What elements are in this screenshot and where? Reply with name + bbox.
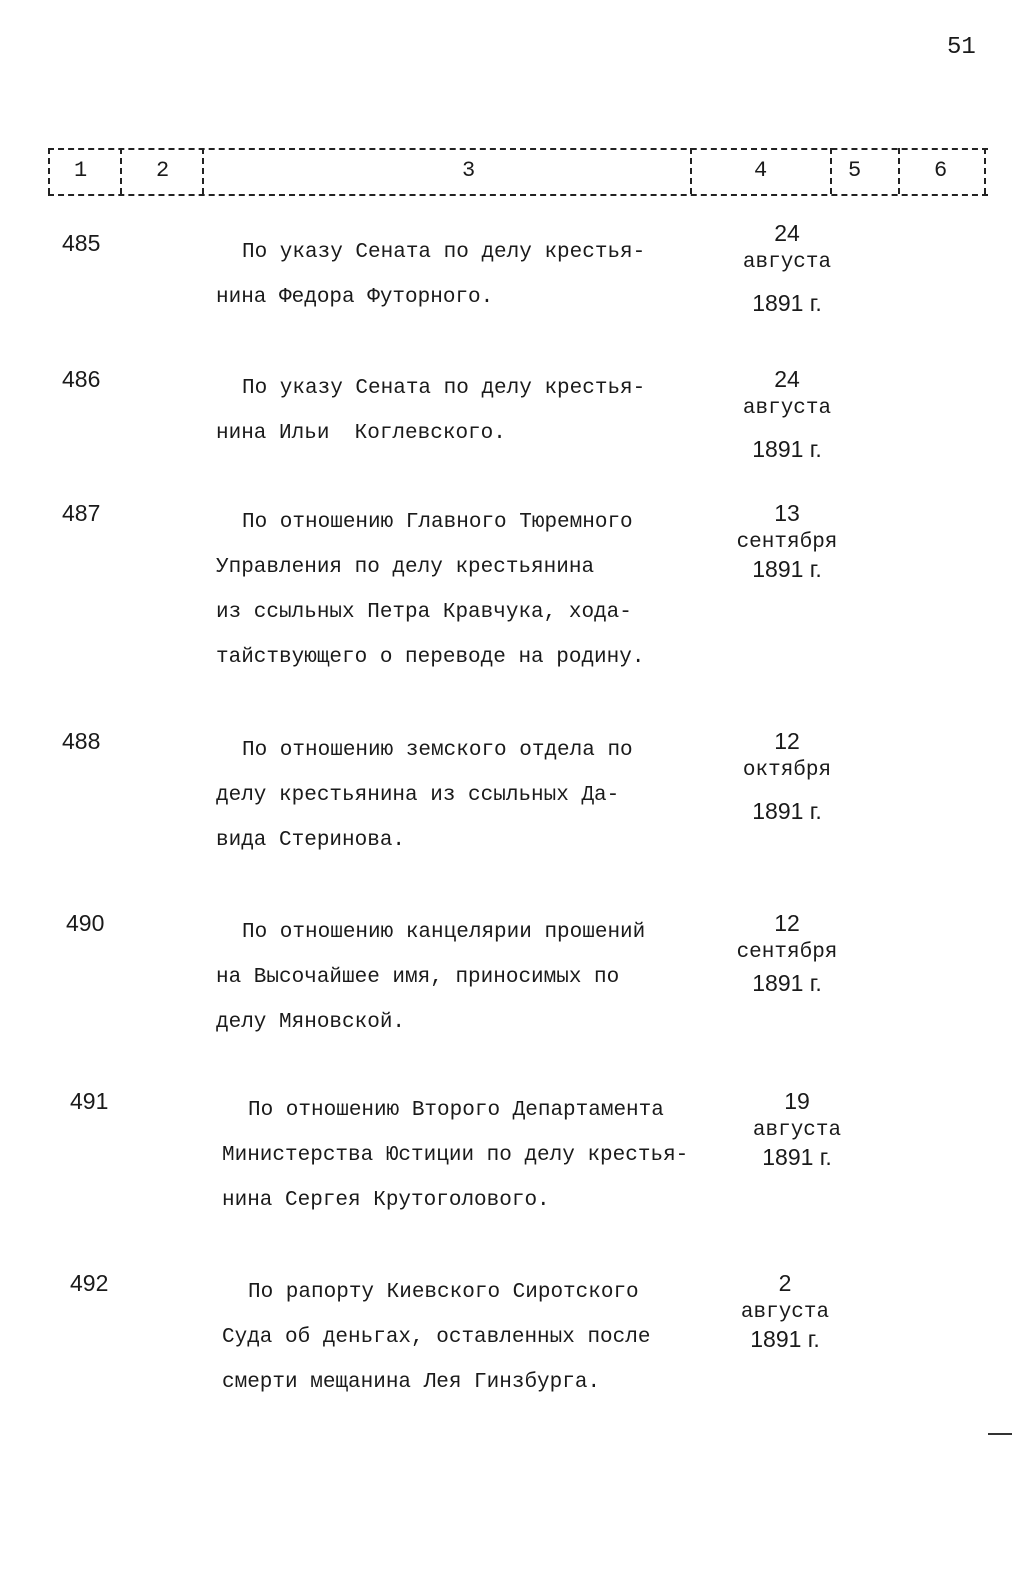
date-year: 1891 г. <box>752 556 822 582</box>
entry-number: 492 <box>70 1270 109 1296</box>
margin-mark <box>988 1433 1012 1435</box>
entry-description <box>216 500 706 680</box>
date-day: 24 <box>774 220 800 246</box>
entry-date <box>712 910 862 996</box>
entry-description <box>216 910 706 1045</box>
entry-number: 487 <box>62 500 101 526</box>
date-month: августа <box>752 1119 842 1142</box>
description-line: делу крестьянина из ссыльных Да- <box>216 784 620 807</box>
date-month: августа <box>740 1301 830 1324</box>
entry-date <box>712 220 862 316</box>
date-month: сентября <box>736 941 838 964</box>
date-day: 12 <box>774 910 800 936</box>
description-line: По отношению земского отдела по <box>242 739 633 762</box>
date-day: 12 <box>774 728 800 754</box>
column-header-6: 6 <box>934 158 948 183</box>
date-month: августа <box>742 251 832 274</box>
entry-date <box>722 1088 872 1170</box>
date-year: 1891 г. <box>750 1326 820 1352</box>
date-month: августа <box>742 397 832 420</box>
entry-description <box>216 728 706 863</box>
date-year: 1891 г. <box>762 1144 832 1170</box>
column-header-5: 5 <box>848 158 862 183</box>
column-header-3: 3 <box>462 158 476 183</box>
date-day: 24 <box>774 366 800 392</box>
column-separator <box>202 148 204 194</box>
date-year: 1891 г. <box>752 436 822 462</box>
table-header <box>48 146 988 198</box>
description-line: Суда об деньгах, оставленных после <box>222 1326 651 1349</box>
column-separator <box>984 148 986 194</box>
column-separator <box>48 148 50 194</box>
entry-description <box>222 1270 712 1405</box>
column-separator <box>120 148 122 194</box>
date-month: октября <box>742 759 832 782</box>
description-line: нина Сергея Крутоголового. <box>222 1189 550 1212</box>
date-day: 13 <box>774 500 800 526</box>
description-line: По указу Сената по делу крестья- <box>242 241 646 264</box>
header-rule-bottom <box>48 194 988 196</box>
entry-date <box>712 728 862 824</box>
description-line: По указу Сената по делу крестья- <box>242 377 646 400</box>
column-separator <box>690 148 692 194</box>
description-line: Управления по делу крестьянина <box>216 556 595 579</box>
date-month: сентября <box>736 531 838 554</box>
description-line: нина Ильи Коглевского. <box>216 422 506 445</box>
entry-description <box>222 1088 742 1223</box>
date-year: 1891 г. <box>752 290 822 316</box>
page-number: 51 <box>947 34 976 61</box>
column-separator <box>830 148 832 194</box>
entry-date <box>710 1270 860 1352</box>
description-line: По отношению Второго Департамента <box>248 1099 664 1122</box>
description-line: Министерства Юстиции по делу крестья- <box>222 1144 689 1167</box>
description-line: на Высочайшее имя, приносимых по <box>216 966 620 989</box>
description-line: из ссыльных Петра Кравчука, хода- <box>216 601 632 624</box>
description-line: смерти мещанина Лея Гинзбурга. <box>222 1371 601 1394</box>
description-line: вида Стеринова. <box>216 829 406 852</box>
entry-number: 485 <box>62 230 101 256</box>
column-header-1: 1 <box>74 158 88 183</box>
entry-description <box>216 366 706 456</box>
column-separator <box>898 148 900 194</box>
description-line: делу Мяновской. <box>216 1011 406 1034</box>
description-line: По отношению Главного Тюремного <box>242 511 633 534</box>
entry-description <box>216 230 706 320</box>
description-line: тайствующего о переводе на родину. <box>216 646 645 669</box>
description-line: По рапорту Киевского Сиротского <box>248 1281 639 1304</box>
description-line: нина Федора Футорного. <box>216 286 494 309</box>
entry-number: 490 <box>66 910 105 936</box>
entry-number: 491 <box>70 1088 109 1114</box>
entry-number: 486 <box>62 366 101 392</box>
header-rule-top <box>48 148 988 150</box>
description-line: По отношению канцелярии прошений <box>242 921 646 944</box>
column-header-4: 4 <box>754 158 768 183</box>
entry-date <box>712 500 862 582</box>
date-year: 1891 г. <box>752 798 822 824</box>
column-header-2: 2 <box>156 158 170 183</box>
entry-number: 488 <box>62 728 101 754</box>
date-year: 1891 г. <box>752 970 822 996</box>
date-day: 2 <box>778 1270 792 1296</box>
date-day: 19 <box>784 1088 810 1114</box>
entry-date <box>712 366 862 462</box>
